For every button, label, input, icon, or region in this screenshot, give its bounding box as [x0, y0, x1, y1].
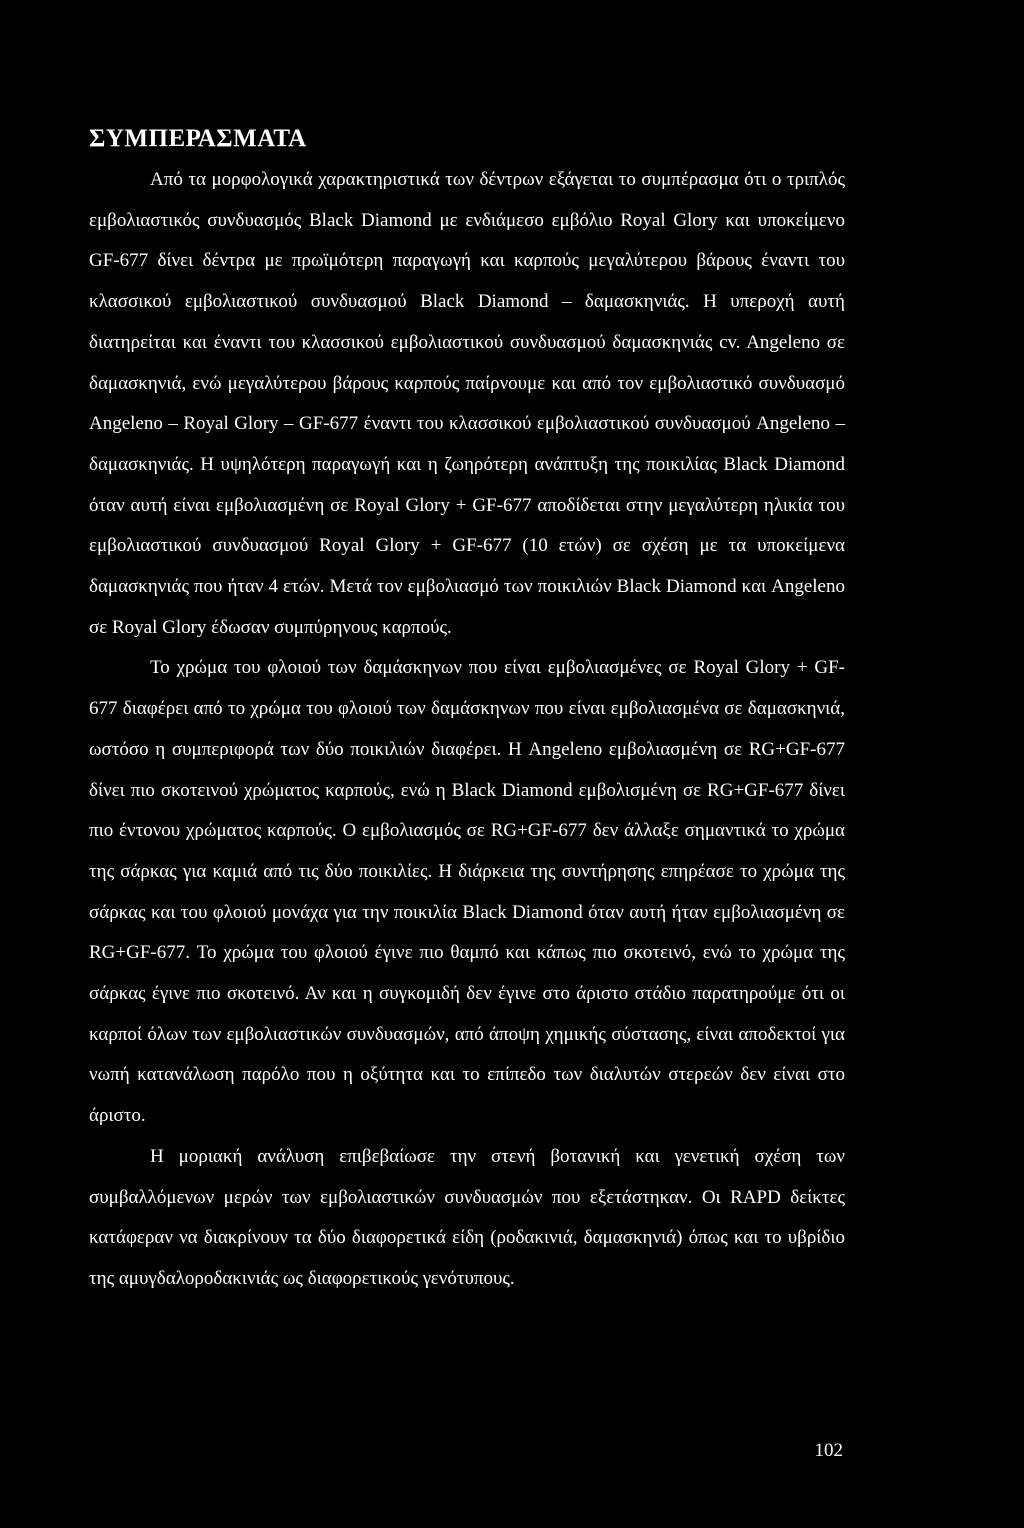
- section-heading: ΣΥΜΠΕΡΑΣΜΑΤΑ: [89, 125, 307, 152]
- paragraph-morphology: Από τα μορφολογικά χαρακτηριστικά των δέντρων εξάγεται το συμπέρασμα ότι ο τριπλός εμβολιαστικός συνδυασμός Black Diamond με ενδιάμεσο εμβόλιο Royal Glory και υποκείμενο GF-677 δίνει δέντρα με πρωϊμότερη παραγωγή και καρπούς μεγαλύτερου βάρους έναντι του κλασσικού εμβολιαστικού συνδυασμού Black Diamond – δαμασκηνιάς. Η υπεροχή αυτή διατηρείται και έναντι του κλασσικού εμβολιαστικού συνδυασμού δαμασκηνιάς cv. Angeleno σε δαμασκηνιά, ενώ μεγαλύτερου βάρους καρπούς παίρνουμε και από τον εμβολιαστικό συνδυασμό Angeleno – Royal Glory – GF-677 έναντι του κλασσικού εμβολιαστικού συνδυασμού Angeleno – δαμασκηνιάς. Η υψηλότερη παραγωγή και η ζωηρότερη ανάπτυξη της ποικιλίας Black Diamond όταν αυτή είναι εμβολιασμένη σε Royal Glory + GF-677 αποδίδεται στην μεγαλύτερη ηλικία του εμβολιαστικού συνδυασμού Royal Glory + GF-677 (10 ετών) σε σχέση με τα υποκείμενα δαμασκηνιάς που ήταν 4 ετών. Μετά τον εμβολιασμό των ποικιλιών Black Diamond και Angeleno σε Royal Glory έδωσαν συμπύρηνους καρπούς.: [89, 169, 845, 638]
- paragraph-fruit-color: Το χρώμα του φλοιού των δαμάσκηνων που είναι εμβολιασμένες σε Royal Glory + GF-677 διαφέρει από το χρώμα του φλοιού των δαμάσκηνων που είναι εμβολιασμένα σε δαμασκηνιά, ωστόσο η συμπεριφορά των δύο ποικιλιών διαφέρει. Η Angeleno εμβολιασμένη σε RG+GF-677 δίνει πιο σκοτεινού χρώματος καρπούς, ενώ η Black Diamond εμβολισμένη σε RG+GF-677 δίνει πιο έντονου χρώματος καρπούς. Ο εμβολιασμός σε RG+GF-677 δεν άλλαξε σημαντικά το χρώμα της σάρκας για καμιά από τις δύο ποικιλίες. Η διάρκεια της συντήρησης επηρέασε το χρώμα της σάρκας και του φλοιού μονάχα για την ποικιλία Black Diamond όταν αυτή ήταν εμβολιασμένη σε RG+GF-677. Το χρώμα του φλοιού έγινε πιο θαμπό και κάπως πιο σκοτεινό, ενώ το χρώμα της σάρκας έγινε πιο σκοτεινό. Αν και η συγκομιδή δεν έγινε στο άριστο στάδιο παρατηρούμε ότι οι καρποί όλων των εμβολιαστικών συνδυασμών, από άποψη χημικής σύστασης, είναι αποδεκτοί για νωπή κατανάλωση παρόλο που η οξύτητα και το επίπεδο των διαλυτών στερεών δεν είναι στο άριστο.: [89, 657, 845, 1127]
- page-number: 102: [814, 1440, 843, 1461]
- body-text: [89, 160, 845, 1300]
- paragraph-molecular-analysis: Η μοριακή ανάλυση επιβεβαίωσε την στενή βοτανική και γενετική σχέση των συμβαλλόμενων μερών των εμβολιαστικών συνδυασμών που εξετάστηκαν. Οι RAPD δείκτες κατάφεραν να διακρίνουν τα δύο διαφορετικά είδη (ροδακινιά, δαμασκηνιά) όπως και το υβρίδιο της αμυγδαλοροδακινιάς ως διαφορετικούς γενότυπους.: [89, 1145, 845, 1289]
